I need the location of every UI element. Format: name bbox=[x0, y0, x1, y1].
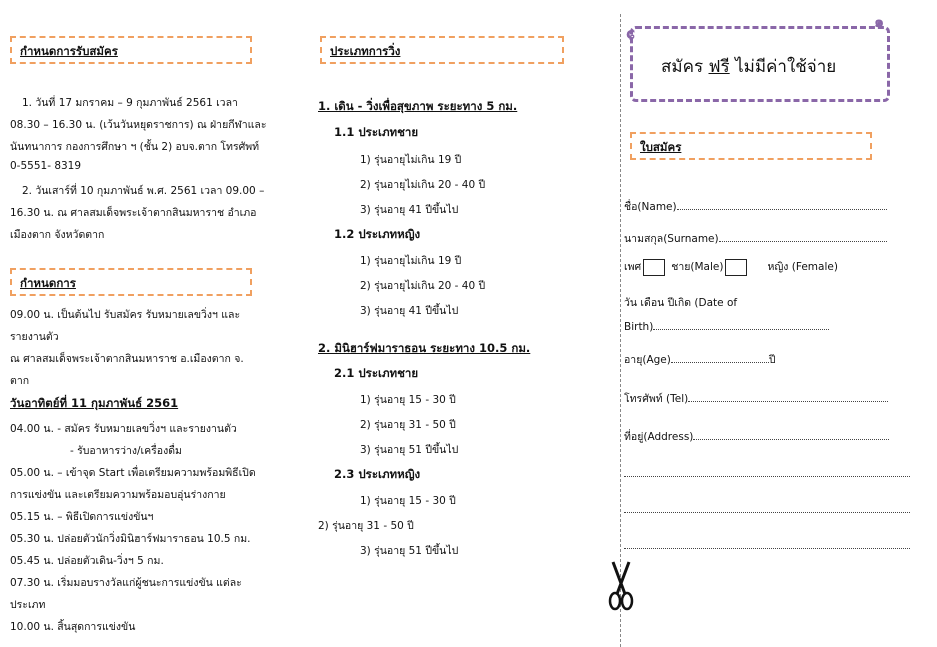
schedule-item: 07.30 น. เริ่มมอบรางวัลแก่ผู้ชนะการแข่งขัน แต่ละ bbox=[10, 577, 242, 589]
address-field[interactable] bbox=[624, 428, 889, 445]
schedule-item: การแข่งขัน และเตรียมความพร้อมอบอุ่นร่างกาย bbox=[10, 489, 226, 501]
schedule-item: - รับอาหารว่าง/เครื่องดื่ม bbox=[70, 445, 182, 457]
subcategory-title: 2.1 ประเภทชาย bbox=[334, 366, 419, 380]
schedule-item: ประเภท bbox=[10, 599, 46, 611]
schedule-item: 10.00 น. สิ้นสุดการแข่งขัน bbox=[10, 621, 136, 633]
registration-heading-box bbox=[10, 36, 252, 64]
dob-field[interactable] bbox=[624, 319, 829, 333]
sched-line: ตาก bbox=[10, 375, 30, 387]
promo-post: ไม่มีค่าใช้จ่าย bbox=[729, 57, 837, 77]
registration-heading: กำหนดการรับสมัคร bbox=[20, 44, 118, 58]
reg-line: นันทนาการ กองการศึกษา ฯ (ชั้น 2) อบจ.ตาก โทรศัพท์ bbox=[10, 141, 260, 153]
age-group: 2) รุ่นอายุ 31 - 50 ปี bbox=[360, 419, 456, 431]
tel-label: โทรศัพท์ (Tel) bbox=[624, 393, 689, 405]
free-registration-banner bbox=[630, 26, 890, 102]
age-group: 3) รุ่นอายุ 51 ปีขึ้นไป bbox=[360, 545, 459, 557]
category-title: 2. มินิฮาร์ฟมาราธอน ระยะทาง 10.5 กม. bbox=[318, 341, 531, 355]
schedule-item: 05.30 น. ปล่อยตัวนักวิ่งมินิฮาร์ฟมาราธอน 10.5 กม. bbox=[10, 533, 251, 545]
schedule-item: 04.00 น. - สมัคร รับหมายเลขวิ่งฯ และรายงานตัว bbox=[10, 423, 237, 435]
promo-pre: สมัคร bbox=[661, 57, 709, 77]
male-checkbox[interactable] bbox=[643, 259, 665, 276]
reg-line: 16.30 น. ณ ศาลสมเด็จพระเจ้าตากสินมหาราช อำเภอ bbox=[10, 207, 257, 219]
promo-free: ฟรี bbox=[708, 57, 730, 77]
reg-line: 08.30 – 16.30 น. (เว้นวันหยุดราชการ) ณ ฝ่ายกีฬาและ bbox=[10, 119, 267, 131]
tel-field[interactable] bbox=[624, 390, 888, 407]
age-group: 3) รุ่นอายุ 41 ปีขึ้นไป bbox=[360, 305, 459, 317]
sched-line: 09.00 น. เป็นต้นไป รับสมัคร รับหมายเลขวิ่งฯ และ bbox=[10, 309, 241, 321]
address-label: ที่อยู่(Address) bbox=[624, 431, 694, 443]
sched-line: ณ ศาลสมเด็จพระเจ้าตากสินมหาราช อ.เมืองตาก จ. bbox=[10, 353, 244, 365]
schedule-item: 05.15 น. – พิธีเปิดการแข่งขันฯ bbox=[10, 511, 154, 523]
name-field[interactable] bbox=[624, 198, 887, 215]
schedule-heading: กำหนดการ bbox=[20, 276, 76, 290]
surname-field[interactable] bbox=[624, 230, 887, 247]
age-label: อายุ(Age) bbox=[624, 354, 671, 366]
schedule-heading-box bbox=[10, 268, 252, 296]
category-title: 1. เดิน - วิ่งเพื่อสุขภาพ ระยะทาง 5 กม. bbox=[318, 99, 518, 113]
dob-label-line2: Birth) bbox=[624, 321, 654, 333]
promo-text bbox=[661, 53, 836, 80]
curl-ornament-icon: ɕ bbox=[626, 24, 636, 43]
sched-line: รายงานตัว bbox=[10, 331, 59, 343]
female-label: หญิง (Female) bbox=[767, 261, 838, 273]
dob-label-line1: วัน เดือน ปีเกิด (Date of bbox=[624, 297, 738, 309]
address-line[interactable] bbox=[624, 502, 910, 516]
cut-line bbox=[620, 14, 621, 647]
sunday-heading: วันอาทิตย์ที่ 11 กุมภาพันธ์ 2561 bbox=[10, 396, 179, 410]
sex-field bbox=[624, 258, 838, 276]
age-group: 3) รุ่นอายุ 51 ปีขึ้นไป bbox=[360, 444, 459, 456]
female-checkbox[interactable] bbox=[725, 259, 747, 276]
age-group: 1) รุ่นอายุ 15 - 30 ปี bbox=[360, 394, 456, 406]
reg-line: เมืองตาก จังหวัดตาก bbox=[10, 229, 105, 241]
age-group: 1) รุ่นอายุไม่เกิน 19 ปี bbox=[360, 255, 462, 267]
schedule-item: 05.45 น. ปล่อยตัวเดิน-วิ่งฯ 5 กม. bbox=[10, 555, 164, 567]
scissors-icon bbox=[607, 560, 635, 612]
categories-heading: ประเภทการวิ่ง bbox=[330, 44, 401, 58]
categories-heading-box bbox=[320, 36, 564, 64]
sex-label: เพศ bbox=[624, 261, 642, 273]
surname-label: นามสกุล(Surname) bbox=[624, 233, 719, 245]
form-heading: ใบสมัคร bbox=[640, 140, 682, 154]
name-label: ชื่อ(Name) bbox=[624, 201, 677, 213]
reg-line: 2. วันเสาร์ที่ 10 กุมภาพันธ์ พ.ศ. 2561 เวลา 09.00 – bbox=[22, 185, 265, 197]
address-line[interactable] bbox=[624, 466, 910, 480]
schedule-item: 05.00 น. – เข้าจุด Start เพื่อเตรียมความพร้อมพิธีเปิด bbox=[10, 467, 256, 479]
reg-line: 1. วันที่ 17 มกราคม – 9 กุมภาพันธ์ 2561 เวลา bbox=[22, 97, 238, 109]
form-heading-box bbox=[630, 132, 872, 160]
age-group: 2) รุ่นอายุไม่เกิน 20 - 40 ปี bbox=[360, 280, 486, 292]
address-line[interactable] bbox=[624, 538, 910, 552]
age-group: 1) รุ่นอายุ 15 - 30 ปี bbox=[360, 495, 456, 507]
subcategory-title: 2.3 ประเภทหญิง bbox=[334, 467, 421, 481]
curl-ornament-icon: ๑ bbox=[874, 12, 885, 31]
male-label: ชาย(Male) bbox=[671, 261, 724, 273]
age-group: 2) รุ่นอายุไม่เกิน 20 - 40 ปี bbox=[360, 179, 486, 191]
age-group: 1) รุ่นอายุไม่เกิน 19 ปี bbox=[360, 154, 462, 166]
age-field[interactable] bbox=[624, 351, 776, 368]
subcategory-title: 1.2 ประเภทหญิง bbox=[334, 227, 421, 241]
reg-line: 0-5551- 8319 bbox=[10, 160, 82, 172]
age-group: 3) รุ่นอายุ 41 ปีขึ้นไป bbox=[360, 204, 459, 216]
subcategory-title: 1.1 ประเภทชาย bbox=[334, 125, 419, 139]
age-group: 2) รุ่นอายุ 31 - 50 ปี bbox=[318, 520, 414, 532]
age-unit: ปี bbox=[768, 354, 776, 366]
